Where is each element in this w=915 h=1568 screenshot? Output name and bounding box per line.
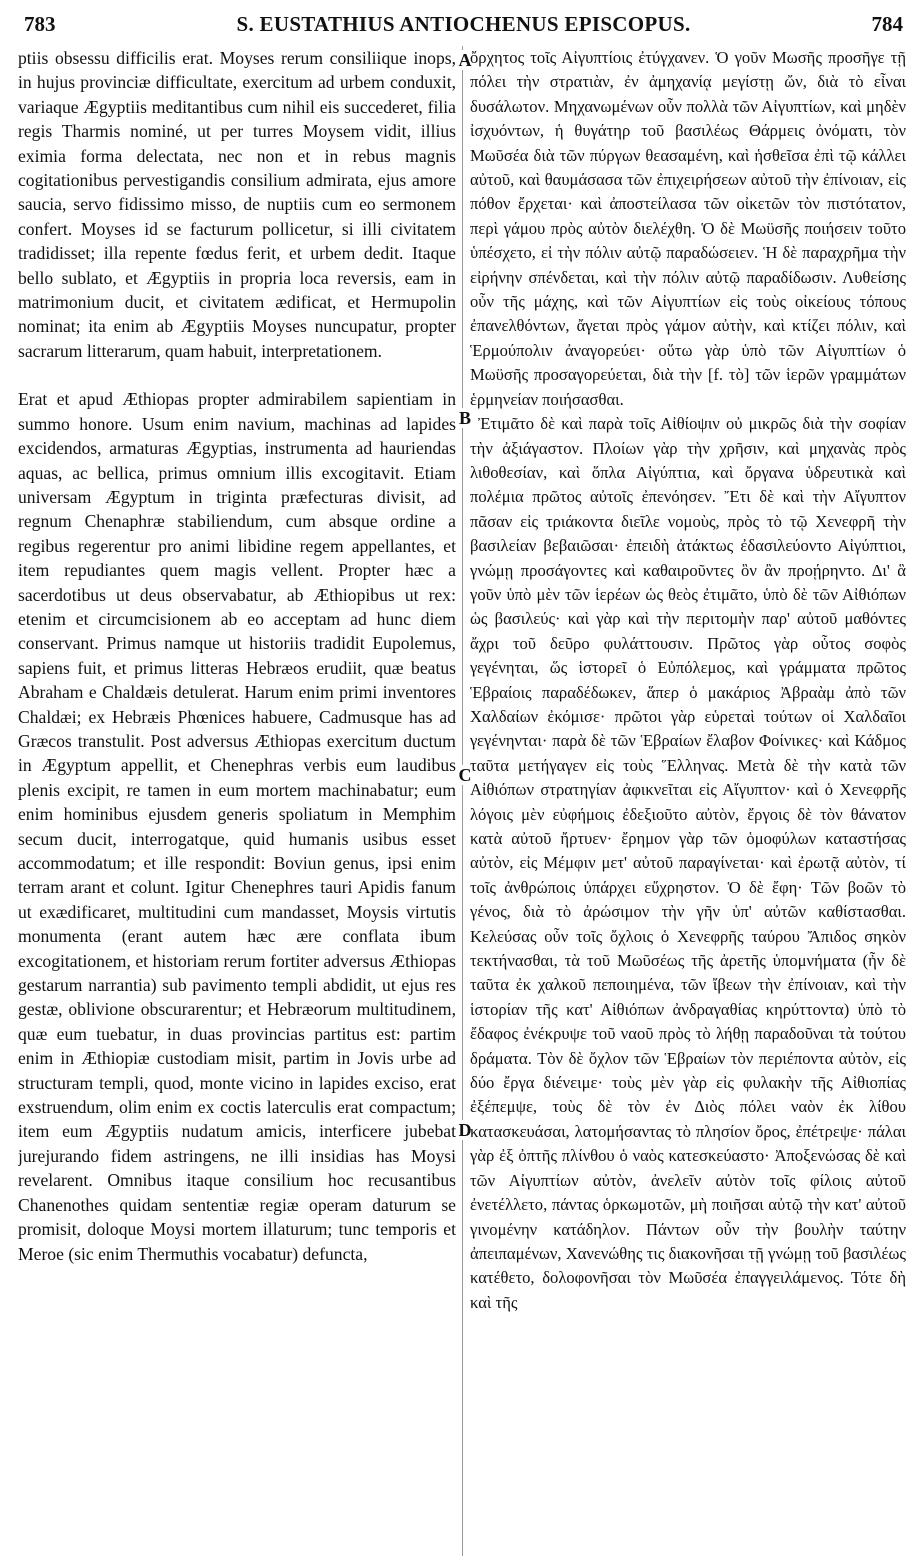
margin-letter-b: B xyxy=(458,408,471,428)
greek-paragraph: ὄρχητος τοῖς Αἰγυπτίοις ἐτύγχανεν. Ὁ γοῦν Μωσῆς προσῆγε τῇ πόλει τὴν στρατιὰν, ἐν ἀμηχανίᾳ μεγίστῃ ὤν, διὰ τὸ εἶναι δυσάλωτον. Μηχανωμένων οὖν πολλὰ τῶν Αἰγυπτίων, καὶ μηδὲν ἰσχυόντων, ἡ θυγάτηρ τοῦ βασιλέως Θάρμεις ὀνόματι, τὸν Μωῦσέα διὰ τῶν πύργων θεασαμένη, καὶ ἡσθεῖσα ἐπὶ τῷ κάλλει αὐτοῦ, καὶ θαυμάσασα τῶν ἐπιχειρήσεων αὐτοῦ τὴν ἐπίνοιαν, εἰς πόθον ἔρχεται· καὶ ἀποστείλασα τῶν οἰκετῶν τὸν πιστότατον, περὶ γάμου πρὸς αὐτὸν διελέχθη. Ὁ δὲ Μωϋσῆς ποιήσειν τοῦτο ὑπέσχετο, εἰ τὴν πόλιν αὐτῷ παραδώσειεν. Ἡ δὲ παραχρῆμα τὴν εἰρήνην σπένδεται, καὶ τὴν πόλιν αὐτῷ παραδίδωσιν. Λυθείσης οὖν τῆς μάχης, καὶ τῶν Αἰγυπτίων εἰς τοὺς οἰκείους τόπους ἐπανελθόντων, ἄγεται πρὸς γάμον αὐτὴν, καὶ κτίζει πόλιν, καὶ Ἑρμούπολιν ἀναγορεύει· οὕτω γὰρ ὑπὸ τῶν Αἰγυπτίων ὁ Μωϋσῆς προσαγορεύεται, διὰ τὴν [f. τὸ] τῶν ἱερῶν γραμμάτων ἑρμηνείαν ποιήσασθαι. xyxy=(470,48,906,409)
column-divider xyxy=(462,46,463,1556)
page-header xyxy=(24,10,903,46)
latin-column xyxy=(18,46,456,1266)
running-title: S. EUSTATHIUS ANTIOCHENUS EPISCOPUS. xyxy=(236,12,691,36)
margin-letter-a: A xyxy=(458,50,472,70)
margin-letter-c: C xyxy=(458,765,472,785)
margin-letter-d: D xyxy=(458,1120,472,1140)
page-number-left: 783 xyxy=(24,12,56,36)
greek-paragraph: Ἐτιμᾶτο δὲ καὶ παρὰ τοῖς Αἰθίοψιν οὐ μικρῶς διὰ τὴν σοφίαν τὴν ἀξιάγαστον. Πλοίων γὰρ τὴν χρῆσιν, καὶ μηχανὰς πρὸς λιθοθεσίαν, καὶ ὅπλα Αἰγύπτια, καὶ ὄργανα ὑδρευτικὰ καὶ πολέμια πρῶτος αὐτοῖς ἐπενόησεν. Ἔτι δὲ καὶ τὴν Αἴγυπτον πᾶσαν εἰς τριάκοντα διεῖλε νομοὺς, πρὸς τὸ τῷ Χενεφρῆ τὴν βασιλείαν βεβαιῶσαι· ἐπειδὴ ἀτάκτως ἐδασιλεύοντο Αἰγύπτιοι, γνώμῃ προσάγοντες καὶ καθαιροῦντες ὃν ἂν προῄρηντο. Δι' ἃ γοῦν ὑπὸ μὲν τῶν ἱερέων ὡς θεὸς ἐτιμᾶτο, ὑπὸ δὲ τῶν Αἰθιόπων ὡς βασιλεύς· καὶ γὰρ καὶ τὴν περιτομὴν παρ' αὐτοῦ μαθόντες ἄχρι τοῦ δεῦρο φυλάττουσιν. Πρῶτος γὰρ οὗτος σοφὸς γεγένηται, ὥς ἱστορεῖ ὁ Εὐπόλεμος, καὶ γράμματα πρῶτος Ἑβραίοις παραδέδωκεν, ἅπερ ὁ μακάριος Ἀβραὰμ ἀπὸ τῶν Χαλδαίων ἐκόμισε· πρῶτοι γὰρ εὑρεταὶ τούτων οἱ Χαλδαῖοι γεγένηνται· παρὰ δὲ τῶν Ἑβραίων ἔλαβον Φοίνικες· καὶ Κάδμος ταῦτα μετήγαγεν εἰς τοὺς Ἕλληνας. Μετὰ δὲ τὴν κατὰ τῶν Αἰθιόπων στρατηγίαν ἀφικνεῖται εἰς Αἴγυπτον· καὶ ὁ Χενεφρῆς λόγοις μὲν εὐφήμοις ἐδεξιοῦτο αὐτὸν, ἔργοις δὲ τὸν θάνατον κατὰ αὐτοῦ ἤρτυεν· ἔρημον γὰρ τῶν ὁμοφύλων καταστήσας αὐτὸν, εἰς Μέμφιν μετ' αὐτοῦ παραγίνεται· καὶ ἐρωτᾷ αὐτὸν, τί τοῖς ἀνθρώποις ὑπάρχει εὔχρηστον. Ὁ δὲ ἔφη· Τῶν βοῶν τὸ γένος, διὰ τὸ ἀρώσιμον τὴν γῆν ὑπ' αὐτῶν καθίστασθαι. Κελεύσας οὖν τοῖς ὄχλοις ὁ Χενεφρῆς ταύρου Ἄπιδος σηκὸν τεκτήνασθαι, τὰ τοῦ Μωῦσέως τῆς ἀρετῆς ὑπομνήματα (ἦν δὲ ταῦτα ἐκ χαλκοῦ πεποιημένα, τῶν ἴβεων τὴν ἐπίνοιαν, καὶ τὴν ἱστορίαν τῆς κατ' Αἰθιόπων ἀνδραγαθίας κηρύττοντα) ὑπὸ τὸ ἔδαφος ἐνέκρυψε τοῦ ναοῦ πρὸς τὸ λήθῃ παραδοῦναι τὰ τούτου δράματα. Τὸν δὲ ὄχλον τῶν Ἑβραίων τὸν περιέποντα αὐτὸν, εἰς δύο ἔργα διένειμε· τοὺς μὲν γὰρ εἰς φυλακὴν τῆς Αἰθιοπίας ἐξέπεμψε, τοὺς δὲ τὸν ἐν Διὸς πόλει ναὸν ἐκ λίθου κατασκευάσαι, λατομήσαντας τὸ πλησίον ὄρος, ἐπέτρεψε· πάλαι γὰρ ἐξ ὀπτῆς πλίνθου ὁ ναὸς κατεσκεύαστο· Ἀποξενώσας δὲ καὶ τῶν Αἰγυπτίων αὐτὸν, ἀνελεῖν αὐτὸν τοῖς φίλοις αὐτοῦ ἐνετέλλετο, πάντας ὁρκωμοτῶν, μὴ ποιῆσαι αὐτῷ τὴν κατ' αὐτοῦ γινομένην κατάδηλον. Πάντων οὖν τὴν βουλὴν ταύτην ἀπειπαμένων, Χανενώθης τις διακονῆσαι τῇ γνώμῃ τοῦ βασιλέως κατέθετο, δολοφονῆσαι τὸν Μωῦσέα ἐπαγγειλάμενος. Τότε δὴ καὶ τῆς xyxy=(470,414,906,1312)
greek-column xyxy=(470,46,906,1315)
latin-paragraph: Erat et apud Æthiopas propter admirabilem sapientiam in summo honore. Usum enim navium, machinas ad lapides excidendos, armaturas Ægyptias, instrumenta ad hauriendas aquas, ac bellica, primus omnium illis excogitavit. Etiam universam Ægyptum in triginta præfecturas divisit, ad regnum Chenaphræ stabiliendum, cum absque ordine a regibus regerentur pro animi libidine regem appellantes, et item repudiantes quem magis vellent. Propter hæc a sacerdotibus ut deus observabatur, ab Æthiopibus ut rex: etenim et circumcisionem ab eo acceptam ad hunc diem conservant. Primus namque ut historiis tradidit Eupolemus, sapiens fuit, et primus litteras Hebræos erudiit, quæ beatus Abraham e Chaldæis detulerat. Harum enim primi inventores Chaldæi; ex Hebræis Phœnices habuere, Cadmusque has ad Græcos transtulit. Post adversus Æthiopas exercitum ductum in Ægyptum appellit, et Chenephras verbis eum laudibus plenis excipit, re tamen in eum mortem machinabatur; eum enim hominibus ejusdem generis spoliatum in Memphim secum ducit, interrogatque, quid humanis usibus esset accommodatum; et ille respondit: Boviun genus, ipsi enim terram arant et colunt. Igitur Chenephres tauri Apidis fanum ut exædificaret, multitudini cum mandasset, Moysis virtutis monumenta (erant autem hæc ære conflata ibum excogitationem, et historiam rerum fortiter adversus Æthiopas gestarum narrantia) sub pavimento templi abdidit, ut ejus res gestæ, oblivione obscurarentur; et Hebræorum multitudinem, quæ eum tuebatur, in duas provincias partitus est: partim enim in Æthiopiæ custodiam misit, partim in Jovis urbe ad structuram templi, quod, monte vicino in lapides exciso, erat exstruendum, olim enim ex coctis laterculis erat compactum; item eum Ægyptiis nudatum amicis, interficere jubebat jurejurando fidem astringens, ne illi insidias has Moysi revelarent. Omnibus itaque consilium hoc recusantibus Chanenothes quidam sententiæ regiæ operam daturum se promisit, doloque Moysi mortem illaturum; tunc temporis et Meroe (sic enim Thermuthis vocabatur) defuncta, xyxy=(18,389,456,1264)
page-number-right: 784 xyxy=(871,12,903,36)
latin-paragraph: ptiis obsessu difficilis erat. Moyses rerum consiliique inops, in hujus provinciæ difficultate, exercitum ad urbem conduxit, variaque Ægyptiis meditantibus cum nihil eis succederet, filia regis Tharmis nominé, ut per turres Moysem vidit, illius eximia forma delectata, nec non et in rebus magnis cogitationibus pervestigandis consilium admirata, ejus amore saucia, servo fidissimo misso, de nuptiis cum eo sermonem confert. Moyses id se facturum pollicetur, si illi civitatem tradidisset; illa repente fœdus ferit, et urbem dedit. Itaque bello sublato, et Ægyptiis in propria loca reversis, eam in matrimonium ducit, et civitatem ædificat, et Hermupolin nominat; ita enim ab Ægyptiis Moyses nuncupatur, propter sacrarum litterarum, quam habuit, interpretationem. xyxy=(18,48,456,361)
